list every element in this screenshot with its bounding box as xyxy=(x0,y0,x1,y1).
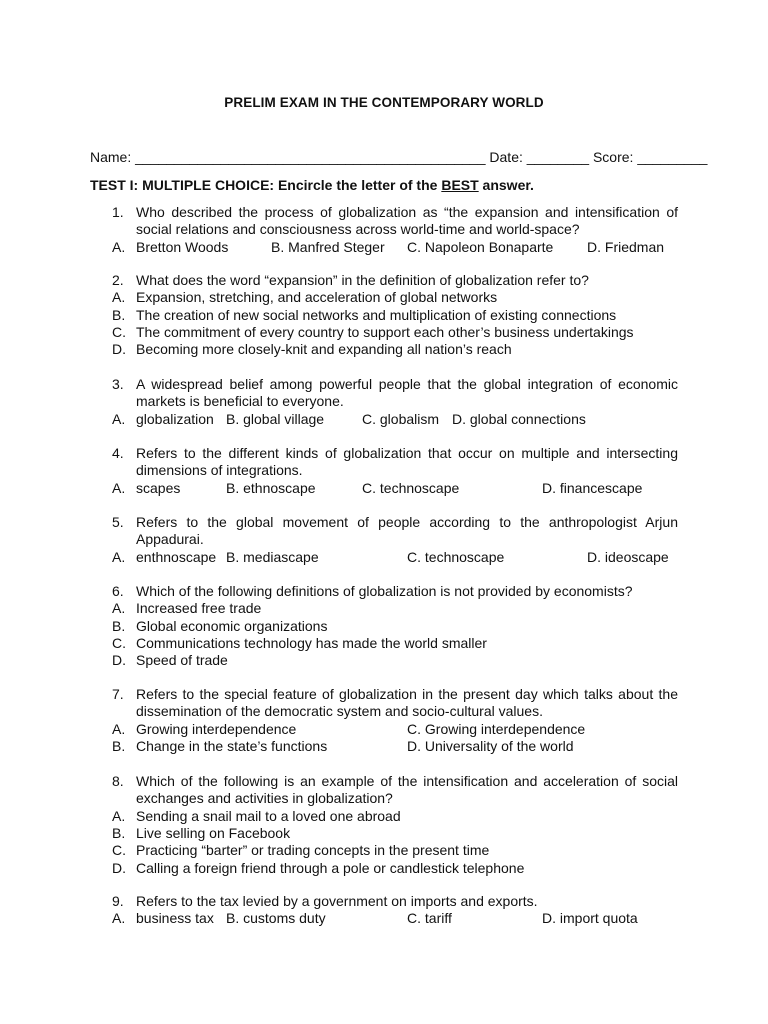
question-text: dimensions of integrations. xyxy=(136,462,303,479)
answer-choice[interactable]: B. ethnoscape xyxy=(226,479,316,496)
answer-choice[interactable]: Calling a foreign friend through a pole or candlestick telephone xyxy=(136,859,525,876)
choice-letter[interactable]: A. xyxy=(112,548,126,565)
question-text: What does the word “expansion” in the definition of globalization refer to? xyxy=(136,272,589,288)
choice-letter[interactable]: B. xyxy=(112,737,126,754)
score-label: Score: xyxy=(592,149,634,165)
question-number: 2. xyxy=(112,272,124,288)
answer-choice[interactable]: C. Napoleon Bonaparte xyxy=(407,238,554,255)
answer-choice[interactable]: Global economic organizations xyxy=(136,617,328,634)
choice-letter[interactable]: A. xyxy=(112,289,126,306)
question-number: 9. xyxy=(112,893,124,909)
answer-choice[interactable]: B. mediascape xyxy=(226,548,319,565)
choice-letter[interactable]: A. xyxy=(112,479,126,496)
choice-letter[interactable]: C. xyxy=(112,323,126,340)
test-instructions-text: TEST I: MULTIPLE CHOICE: Encircle the letter of the xyxy=(90,177,442,193)
choice-letter[interactable]: B. xyxy=(112,824,126,841)
question-number: 4. xyxy=(112,445,124,461)
exam-title: PRELIM EXAM IN THE CONTEMPORARY WORLD xyxy=(224,95,544,110)
name-field[interactable]: _____________________________________________ xyxy=(135,149,486,165)
question-text: Which of the following definitions of globalization is not provided by economists? xyxy=(136,583,633,599)
answer-choice[interactable]: Speed of trade xyxy=(136,652,228,669)
answer-choice[interactable]: Becoming more closely-knit and expanding all nation’s reach xyxy=(136,341,512,358)
question-text: Appadurai. xyxy=(136,531,204,548)
answer-choice[interactable]: The creation of new social networks and multiplication of existing connections xyxy=(136,306,617,323)
choice-letter[interactable]: C. xyxy=(112,842,126,859)
answer-choice[interactable]: Change in the state’s functions xyxy=(136,737,328,754)
student-info-line xyxy=(90,149,708,165)
answer-choice[interactable]: Bretton Woods xyxy=(136,238,229,255)
question-text: Refers to the tax levied by a government on imports and exports. xyxy=(136,893,538,909)
answer-choice[interactable]: D. Friedman xyxy=(587,238,665,255)
answer-choice[interactable]: C. technoscape xyxy=(362,479,460,496)
answer-choice[interactable]: C. tariff xyxy=(407,910,452,927)
question-number: 5. xyxy=(112,514,124,530)
question-text: dissemination of the democratic system and socio-cultural values. xyxy=(136,703,543,720)
answer-choice[interactable]: Communications technology has made the world smaller xyxy=(136,634,487,651)
answer-choice[interactable]: C. globalism xyxy=(362,410,440,427)
answer-choice[interactable]: business tax xyxy=(136,910,214,927)
question-number: 1. xyxy=(112,204,124,220)
answer-choice[interactable]: Live selling on Facebook xyxy=(136,824,291,841)
date-label: Date: xyxy=(489,149,523,165)
choice-letter[interactable]: D. xyxy=(112,652,126,669)
choice-letter[interactable]: D. xyxy=(112,859,126,876)
answer-choice[interactable]: Expansion, stretching, and acceleration of global networks xyxy=(136,289,498,306)
choice-letter[interactable]: A. xyxy=(112,410,126,427)
name-label: Name: xyxy=(90,149,132,165)
answer-choice[interactable]: globalization xyxy=(136,410,214,427)
answer-choice[interactable]: Sending a snail mail to a loved one abroad xyxy=(136,807,401,824)
answer-choice[interactable]: D. import quota xyxy=(542,910,638,927)
test-instructions xyxy=(90,177,534,193)
question-text: Refers to the different kinds of globalization that occur on multiple and intersecting xyxy=(136,445,678,461)
choice-letter[interactable]: A. xyxy=(112,807,126,824)
answer-choice[interactable]: D. Universality of the world xyxy=(407,737,574,754)
answer-choice[interactable]: D. global connections xyxy=(452,410,586,427)
date-field[interactable]: ________ xyxy=(526,149,590,165)
test-instructions-emphasis: BEST xyxy=(441,177,479,193)
choice-letter[interactable]: B. xyxy=(112,617,126,634)
answer-choice[interactable]: B. customs duty xyxy=(226,910,326,927)
answer-choice[interactable]: D. ideoscape xyxy=(587,548,669,565)
score-field[interactable]: _________ xyxy=(637,149,708,165)
answer-choice[interactable]: Practicing “barter” or trading concepts in the present time xyxy=(136,842,490,859)
question-number: 3. xyxy=(112,376,124,392)
answer-choice[interactable]: enthnoscape xyxy=(136,548,217,565)
answer-choice[interactable]: B. global village xyxy=(226,410,325,427)
answer-choice[interactable]: B. Manfred Steger xyxy=(271,238,385,255)
question-number: 7. xyxy=(112,686,124,702)
choice-letter[interactable]: B. xyxy=(112,306,126,323)
answer-choice[interactable]: C. Growing interdependence xyxy=(407,720,586,737)
answer-choice[interactable]: scapes xyxy=(136,479,181,496)
choice-letter[interactable]: A. xyxy=(112,910,126,927)
answer-choice[interactable]: Growing interdependence xyxy=(136,720,297,737)
question-text: Refers to the special feature of globalization in the present day which talks about the xyxy=(136,686,678,702)
choice-letter[interactable]: C. xyxy=(112,634,126,651)
question-text: A widespread belief among powerful people that the global integration of economic xyxy=(136,376,678,392)
answer-choice[interactable]: C. technoscape xyxy=(407,548,505,565)
choice-letter[interactable]: A. xyxy=(112,600,126,617)
answer-choice[interactable]: Increased free trade xyxy=(136,600,262,617)
question-text: Which of the following is an example of the intensification and acceleration of social xyxy=(136,773,678,789)
answer-choice[interactable]: The commitment of every country to support each other’s business undertakings xyxy=(136,323,634,340)
question-text: Who described the process of globalization as “the expansion and intensification of xyxy=(136,204,678,220)
answer-choice[interactable]: D. financescape xyxy=(542,479,643,496)
question-text: Refers to the global movement of people according to the anthropologist Arjun xyxy=(136,514,678,530)
question-text: social relations and consciousness across world-time and world-space? xyxy=(136,221,580,238)
question-number: 6. xyxy=(112,583,124,599)
choice-letter[interactable]: D. xyxy=(112,341,126,358)
test-instructions-suffix: answer. xyxy=(478,177,534,193)
question-number: 8. xyxy=(112,773,124,789)
question-text: markets is beneficial to everyone. xyxy=(136,393,344,410)
question-text: exchanges and activities in globalization? xyxy=(136,790,393,807)
choice-letter[interactable]: A. xyxy=(112,720,126,737)
choice-letter[interactable]: A. xyxy=(112,238,126,255)
